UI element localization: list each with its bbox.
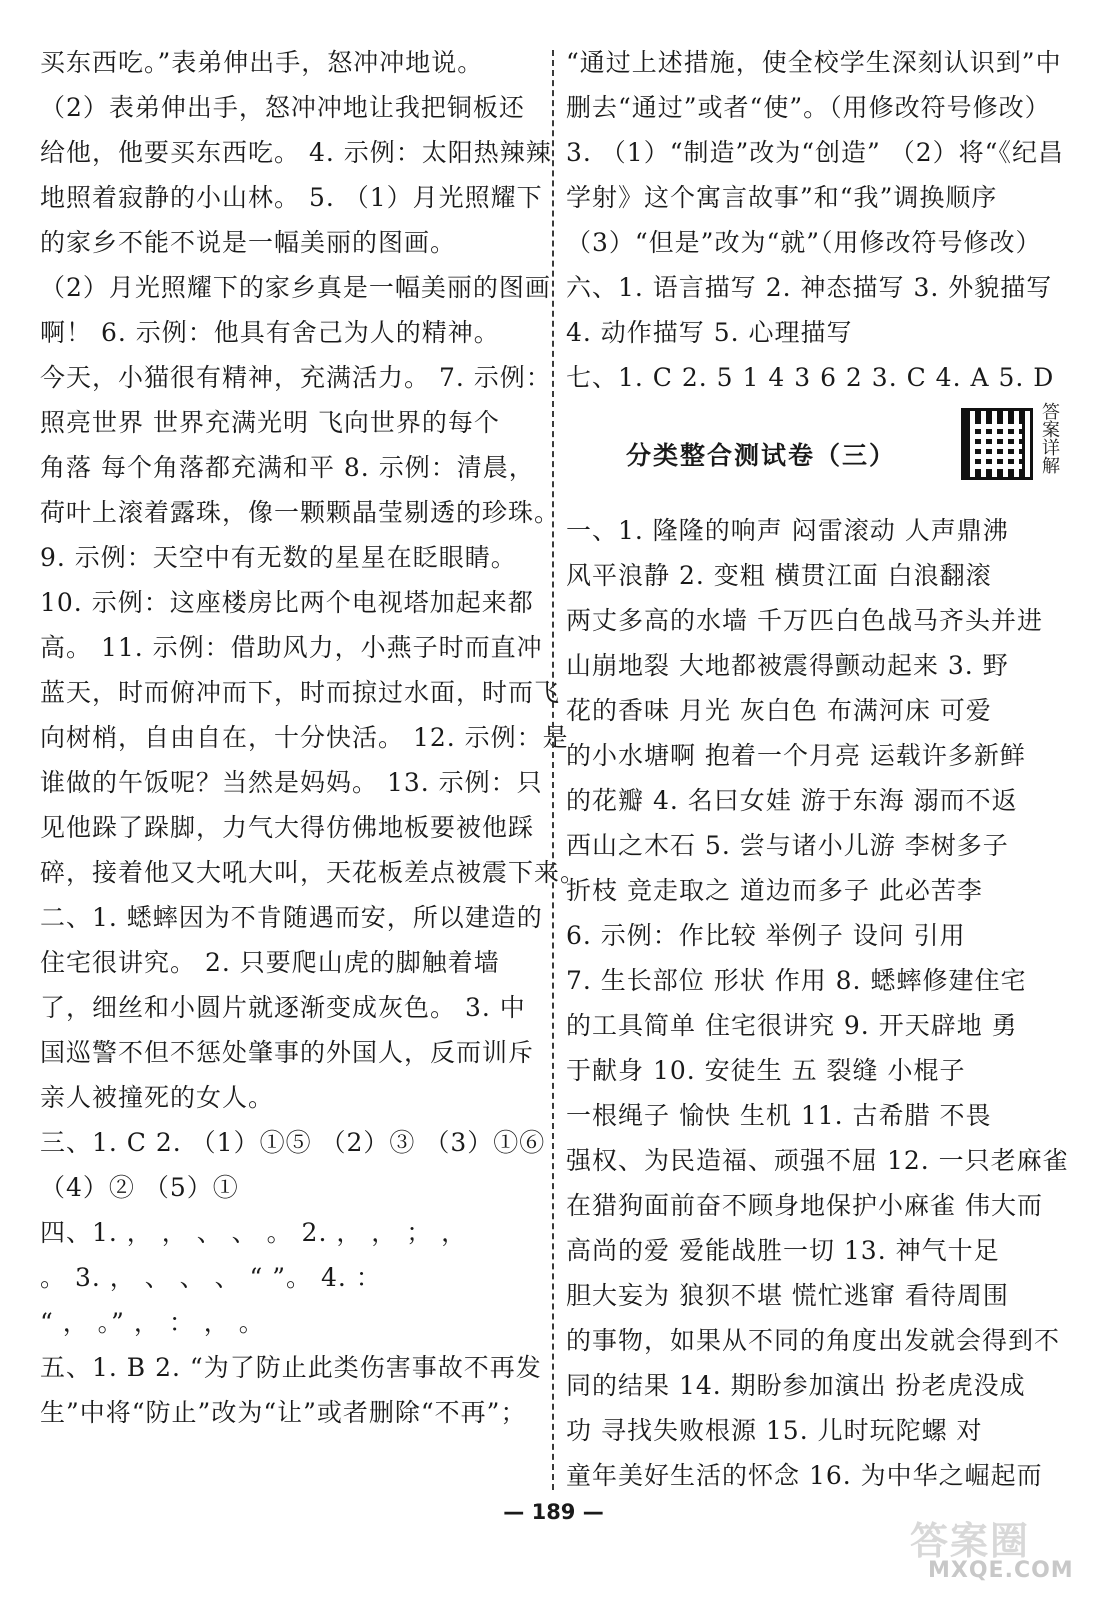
qr-code-icon[interactable] <box>961 408 1033 480</box>
answer-line: 住宅很讲究。 2. 只要爬山虎的脚触着墙 <box>40 948 500 977</box>
answer-line: 角落 每个角落都充满和平 8. 示例：清晨， <box>40 453 535 482</box>
answer-line: 亲人被撞死的女人。 <box>40 1083 275 1112</box>
answer-line: 西山之木石 5. 尝与诸小儿游 李树多子 <box>566 831 1009 860</box>
answer-line: 花的香味 月光 灰白色 布满河床 可爱 <box>566 696 992 725</box>
answer-line: 四、1. ， ， 、 、 。 2. ， ， ； ， <box>40 1218 468 1247</box>
qr-caption: 答案详解 <box>1039 402 1060 474</box>
right-top-answers <box>566 40 1066 400</box>
answer-line: 七、1. C 2. 5 1 4 3 6 2 3. C 4. A 5. D <box>566 363 1055 392</box>
answer-line: 的小水塘啊 抱着一个月亮 运载许多新鲜 <box>566 741 1026 770</box>
answer-line: 4. 动作描写 5. 心理描写 <box>566 318 853 347</box>
answer-line: 地照着寂静的小山林。 5. （1）月光照耀下 <box>40 183 543 212</box>
answer-line: 胆大妄为 狼狈不堪 慌忙逃窜 看待周围 <box>566 1281 1009 1310</box>
answer-line: 三、1. C 2. （1）①⑤ （2）③ （3）①⑥ <box>40 1128 546 1157</box>
answer-line: 蓝天，时而俯冲而下，时而掠过水面，时而飞 <box>40 678 561 707</box>
answer-line: 童年美好生活的怀念 16. 为中华之崛起而 <box>566 1461 1043 1490</box>
left-column <box>40 40 587 1435</box>
answer-line: 学射》这个寓言故事”和“我”调换顺序 <box>566 183 998 212</box>
answer-line: 六、1. 语言描写 2. 神态描写 3. 外貌描写 <box>566 273 1053 302</box>
answer-line: 。 3. ， 、 、 、 “ ”。 4. ： <box>40 1263 382 1292</box>
answer-line: 今天，小猫很有精神，充满活力。 7. 示例： <box>40 363 552 392</box>
answer-line: 向树梢，自由自在，十分快活。 12. 示例：是 <box>40 723 569 752</box>
watermark <box>900 1510 1080 1590</box>
answer-line: （2）月光照耀下的家乡真是一幅美丽的图画 <box>40 273 551 302</box>
answer-line: 啊！ 6. 示例：他具有舍己为人的精神。 <box>40 318 500 347</box>
answer-line: 9. 示例：天空中有无数的星星在眨眼睛。 <box>40 543 517 572</box>
right-column <box>566 40 1069 1498</box>
answer-line: 10. 示例：这座楼房比两个电视塔加起来都 <box>40 588 534 617</box>
answer-line: “ ， 。” ， ： ， 。 <box>40 1308 265 1337</box>
answer-line: 同的结果 14. 期盼参加演出 扮老虎没成 <box>566 1371 1026 1400</box>
answer-line: 的花瓣 4. 名曰女娃 游于东海 溺而不返 <box>566 786 1018 815</box>
answer-line: 功 寻找失败根源 15. 儿时玩陀螺 对 <box>566 1416 983 1445</box>
answer-line: 高尚的爱 爱能战胜一切 13. 神气十足 <box>566 1236 1000 1265</box>
answer-line: 了，细丝和小圆片就逐渐变成灰色。 3. 中 <box>40 993 526 1022</box>
answer-line: 7. 生长部位 形状 作用 8. 蟋蟀修建住宅 <box>566 966 1027 995</box>
answer-line: 生”中将“防止”改为“让”或者删除“不再”； <box>40 1398 527 1427</box>
answer-line: 照亮世界 世界充满光明 飞向世界的每个 <box>40 408 500 437</box>
answer-line: 国巡警不但不惩处肇事的外国人，反而训斥 <box>40 1038 535 1067</box>
answer-line: 见他跺了跺脚，力气大得仿佛地板要被他踩 <box>40 813 535 842</box>
right-bottom-answers <box>566 508 1069 1498</box>
watermark-logo: 答案圈 <box>910 1519 1031 1563</box>
answer-line: 3. （1）“制造”改为“创造” （2）将“《纪昌 <box>566 138 1064 167</box>
answer-line: 6. 示例：作比较 举例子 设问 引用 <box>566 921 966 950</box>
watermark-url: MXQE.COM <box>928 1558 1074 1583</box>
answer-line: 一、1. 隆隆的响声 闷雷滚动 人声鼎沸 <box>566 516 1009 545</box>
answer-line: 删去“通过”或者“使”。（用修改符号修改） <box>566 93 1051 122</box>
answer-line: 二、1. 蟋蟀因为不肯随遇而安，所以建造的 <box>40 903 543 932</box>
answer-line: 一根绳子 愉快 生机 11. 古希腊 不畏 <box>566 1101 992 1130</box>
answer-line: 于献身 10. 安徒生 五 裂缝 小棍子 <box>566 1056 966 1085</box>
answer-line: 折枝 竞走取之 道边而多子 此必苦李 <box>566 876 983 905</box>
answer-line: 山崩地裂 大地都被震得颤动起来 3. 野 <box>566 651 1009 680</box>
answer-line: 买东西吃。”表弟伸出手，怒冲冲地说。 <box>40 48 484 77</box>
answer-line: 的事物，如果从不同的角度出发就会得到不 <box>566 1326 1061 1355</box>
answer-line: 风平浪静 2. 变粗 横贯江面 白浪翻滚 <box>566 561 992 590</box>
answer-line: 五、1. B 2. “为了防止此类伤害事故不再发 <box>40 1353 542 1382</box>
answer-line: （3）“但是”改为“就”（用修改符号修改） <box>566 228 1042 257</box>
answer-line: （4）② （5）① <box>40 1173 239 1202</box>
quiz-header <box>566 400 1066 508</box>
answer-line: 的家乡不能不说是一幅美丽的图画。 <box>40 228 457 257</box>
answer-line: 强权、为民造福、顽强不屈 12. 一只老麻雀 <box>566 1146 1069 1175</box>
answer-line: 碎，接着他又大吼大叫，天花板差点被震下来。 <box>40 858 587 887</box>
answer-line: 的工具简单 住宅很讲究 9. 开天辟地 勇 <box>566 1011 1018 1040</box>
answer-line: （2）表弟伸出手，怒冲冲地让我把铜板还 <box>40 93 525 122</box>
page-number: — 189 — <box>503 1500 604 1524</box>
column-divider <box>552 50 554 1490</box>
answer-line: 给他，他要买东西吃。 4. 示例：太阳热辣辣 <box>40 138 552 167</box>
answer-line: 高。 11. 示例：借助风力，小燕子时而直冲 <box>40 633 543 662</box>
answer-line: 在猎狗面前奋不顾身地保护小麻雀 伟大而 <box>566 1191 1043 1220</box>
quiz-title: 分类整合测试卷（三） <box>626 441 897 470</box>
answer-line: 谁做的午饭呢？当然是妈妈。 13. 示例：只 <box>40 768 543 797</box>
answer-line: 两丈多高的水墙 千万匹白色战马齐头并进 <box>566 606 1043 635</box>
answer-line: 荷叶上滚着露珠，像一颗颗晶莹剔透的珍珠。 <box>40 498 561 527</box>
answer-line: “通过上述措施，使全校学生深刻认识到”中 <box>566 48 1062 77</box>
